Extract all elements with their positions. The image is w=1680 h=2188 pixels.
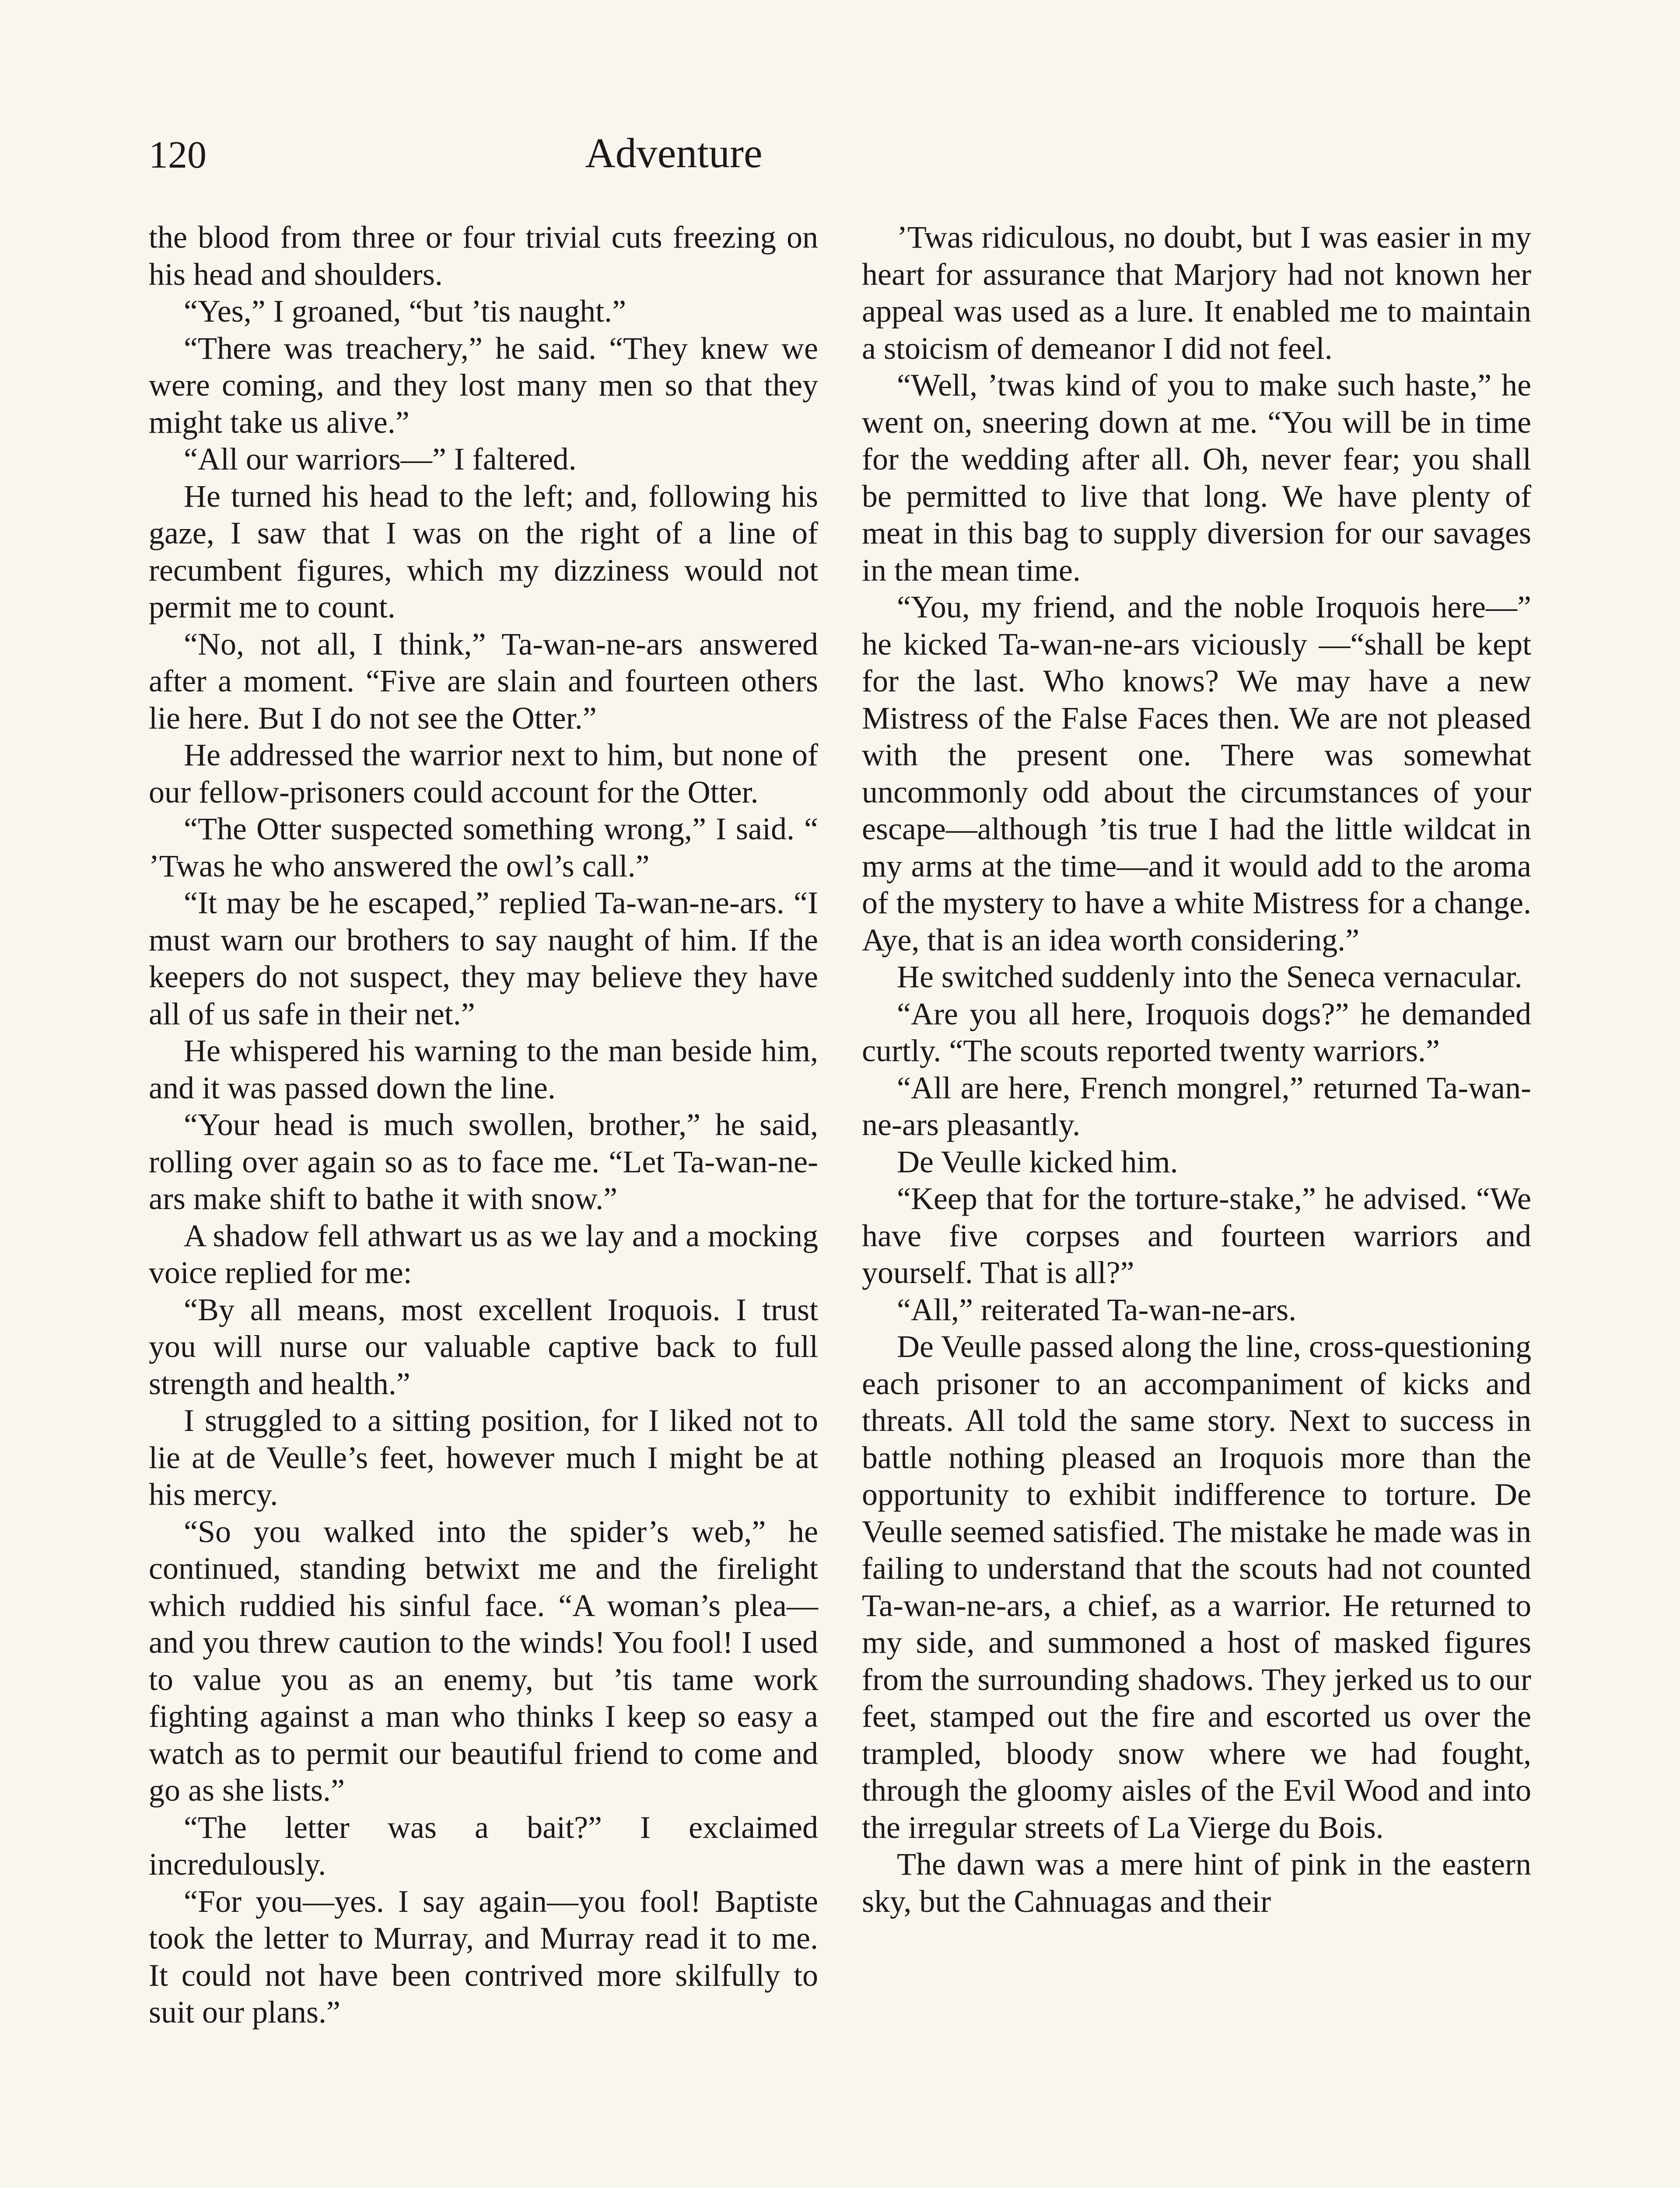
paragraph: the blood from three or four trivial cuts freezing on his head and shoulders. (149, 220, 818, 292)
page-number: 120 (149, 134, 206, 176)
paragraph: “No, not all, I think,” Ta-wan-ne-ars answered after a moment. “Five are slain and fourteen others lie here. But I do not see the Otter.” (149, 626, 818, 736)
paragraph: “Are you all here, Iroquois dogs?” he demanded curtly. “The scouts reported twenty warriors.” (862, 996, 1531, 1068)
paragraph: “The Otter suspected something wrong,” I said. “ ’Twas he who answered the owl’s call.” (149, 811, 818, 884)
paragraph: “It may be he escaped,” replied Ta-wan-ne-ars. “I must warn our brothers to say naught of him. If the keepers do not suspect, they may believe they have all of us safe in their net.” (149, 885, 818, 1031)
paragraph: “There was treachery,” he said. “They knew we were coming, and they lost many men so that they might take us alive.” (149, 330, 818, 440)
paragraph: He addressed the warrior next to him, but none of our fellow-prisoners could account for the Otter. (149, 737, 818, 810)
paragraph: I struggled to a sitting position, for I liked not to lie at de Veulle’s feet, however much I might be at his mercy. (149, 1403, 818, 1512)
paragraph: He whispered his warning to the man beside him, and it was passed down the line. (149, 1033, 818, 1105)
paragraph: “Well, ’twas kind of you to make such haste,” he went on, sneering down at me. “You will be in time for the wedding after all. Oh, never fear; you shall be permitted to live that long. We have plenty of meat in this bag to supply diversion for our savages in the mean time. (862, 368, 1531, 588)
paragraph: De Veulle passed along the line, cross-questioning each prisoner to an accompaniment of kicks and threats. All told the same story. Next to success in battle nothing pleased an Iroquois more than the opportunity to exhibit indifference to torture. De Veulle seemed satisfied. The mistake he made was in failing to understand that the scouts had not counted Ta-wan-ne-ars, a chief, as a warrior. He returned to my side, and summoned a host of masked figures from the surrounding shadows. They jerked us to our feet, stamped out the fire and escorted us over the trampled, bloody snow where we had fought, through the gloomy aisles of the Evil Wood and into the irregular streets of La Vierge du Bois. (862, 1329, 1531, 1845)
paragraph: The dawn was a mere hint of pink in the eastern sky, but the Cahnuagas and their (862, 1847, 1531, 1919)
paragraph: “You, my friend, and the noble Iroquois here—” he kicked Ta-wan-ne-ars viciously —“shall be kept for the last. Who knows? We may have a new Mistress of the False Faces then. We are not pleased with the present one. There was somewhat uncommonly odd about the circumstances of your escape—although ’tis true I had the little wildcat in my arms at the time—and it would add to the aroma of the mystery to have a white Mistress for a change. Aye, that is an idea worth considering.” (862, 589, 1531, 957)
running-title: Adventure (585, 130, 763, 176)
paragraph: “All are here, French mongrel,” returned Ta-wan-ne-ars pleasantly. (862, 1070, 1531, 1142)
paragraph: “For you—yes. I say again—you fool! Baptiste took the letter to Murray, and Murray read it to me. It could not have been contrived more skilfully to suit our plans.” (149, 1883, 818, 2030)
left-column (149, 219, 818, 2031)
paragraph: He switched suddenly into the Seneca vernacular. (897, 959, 1522, 994)
right-column (862, 219, 1531, 1920)
paragraph: “The letter was a bait?” I exclaimed incredulously. (149, 1809, 818, 1882)
paragraph: “So you walked into the spider’s web,” he continued, standing betwixt me and the firelight which ruddied his sinful face. “A woman’s plea—and you threw caution to the winds! You fool! I used to value you as an enemy, but ’tis tame work fighting against a man who thinks I keep so easy a watch as to permit our beautiful friend to come and go as she lists.” (149, 1514, 818, 1808)
paragraph: “All,” reiterated Ta-wan-ne-ars. (897, 1292, 1297, 1327)
paragraph: “Yes,” I groaned, “but ’tis naught.” (184, 294, 626, 329)
paragraph: “By all means, most excellent Iroquois. I trust you will nurse our valuable captive back to full strength and health.” (149, 1292, 818, 1401)
paragraph: “All our warriors—” I faltered. (184, 442, 577, 477)
paragraph: A shadow fell athwart us as we lay and a mocking voice replied for me: (149, 1218, 818, 1290)
paragraph: “Keep that for the torture-stake,” he advised. “We have five corpses and fourteen warriors and yourself. That is all?” (862, 1181, 1531, 1290)
paragraph: De Veulle kicked him. (897, 1144, 1178, 1179)
paragraph: ’Twas ridiculous, no doubt, but I was easier in my heart for assurance that Marjory had not known her appeal was used as a lure. It enabled me to maintain a stoicism of demeanor I did not feel. (862, 220, 1531, 366)
paragraph: “Your head is much swollen, brother,” he said, rolling over again so as to face me. “Let Ta-wan-ne-ars make shift to bathe it with snow.” (149, 1107, 818, 1216)
paragraph: He turned his head to the left; and, following his gaze, I saw that I was on the right of a line of recumbent figures, which my dizziness would not permit me to count. (149, 478, 818, 624)
